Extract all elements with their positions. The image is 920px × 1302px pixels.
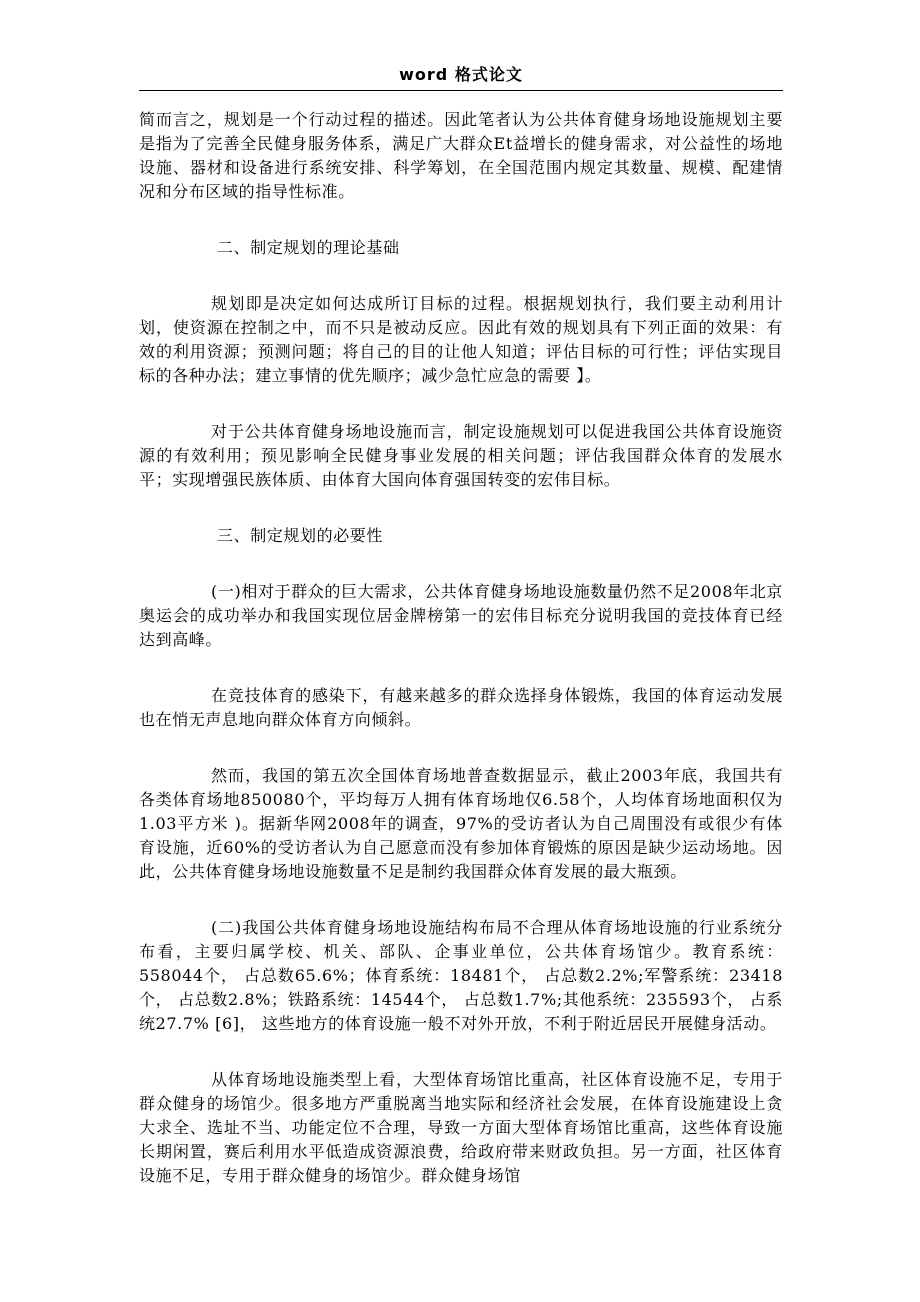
header-divider	[139, 90, 783, 91]
paragraph-census-data: 然而，我国的第五次全国体育场地普查数据显示，截止2003年底，我国共有各类体育场地850080个，平均每万人拥有体育场地仅6.58个，人均体育场地面积仅为1.03平方米 )。据新华网2008年的调查，97%的受访者认为自己周围没有或很少有体育设施，近60%的受访者认为自己愿意而没有参加体育锻炼的原因是缺少运动场地。因此，公共体育健身场地设施数量不足是制约我国群众体育发展的最大瓶颈。	[139, 766, 783, 881]
document-body	[139, 108, 783, 1188]
section-heading-theory: 二、制定规划的理论基础	[217, 238, 400, 257]
paragraph-summary: 简而言之，规划是一个行动过程的描述。因此笔者认为公共体育健身场地设施规划主要是指为了完善全民健身服务体系，满足广大群众Et益增长的健身需求，对公益性的场地设施、器材和设备进行系统安排、科学筹划，在全国范围内规定其数量、规模、配建情况和分布区域的指导性标准。	[139, 110, 783, 201]
paragraph-planning-definition: 规划即是决定如何达成所订目标的过程。根据规划执行，我们要主动利用计划，使资源在控制之中，而不只是被动反应。因此有效的规划具有下列正面的效果：有效的利用资源；预测问题；将自己的目的让他人知道；评估目标的可行性；评估实现目标的各种办法；建立事情的优先顺序；减少急忙应急的需要 】。	[139, 294, 783, 385]
section-heading-necessity: 三、制定规划的必要性	[217, 526, 384, 545]
paragraph-competitive-sports: 在竞技体育的感染下，有越来越多的群众选择身体锻炼，我国的体育运动发展也在悄无声息地向群众体育方向倾斜。	[139, 686, 783, 729]
paragraph-structure-layout: (二)我国公共体育健身场地设施结构布局不合理从体育场地设施的行业系统分布看，主要归属学校、机关、部队、企事业单位，公共体育场馆少。教育系统：558044个， 占总数65.6%；体育系统：18481个， 占总数2.2%;军警系统：23418个， 占总数2.8%；铁路系统：14544个， 占总数1.7%;其他系统：235593个， 占系统27.7% [6]， 这些地方的体育设施一般不对外开放，不利于附近居民开展健身活动。	[139, 918, 783, 1033]
paragraph-demand: (一)相对于群众的巨大需求，公共体育健身场地设施数量仍然不足2008年北京奥运会的成功举办和我国实现位居金牌榜第一的宏伟目标充分说明我国的竞技体育已经达到高峰。	[139, 582, 783, 649]
paragraph-facility-types: 从体育场地设施类型上看，大型体育场馆比重高，社区体育设施不足，专用于群众健身的场馆少。很多地方严重脱离当地实际和经济社会发展，在体育设施建设上贪大求全、选址不当、功能定位不合理，导致一方面大型体育场馆比重高，这些体育设施长期闲置，赛后利用水平低造成资源浪费，给政府带来财政负担。另一方面，社区体育设施不足，专用于群众健身的场馆少。群众健身场馆	[139, 1070, 783, 1185]
paragraph-facility-planning: 对于公共体育健身场地设施而言，制定设施规划可以促进我国公共体育设施资源的有效利用；预见影响全民健身事业发展的相关问题；评估我国群众体育的发展水平；实现增强民族体质、由体育大国向体育强国转变的宏伟目标。	[139, 422, 783, 489]
page-header-title: word 格式论文	[399, 65, 523, 84]
